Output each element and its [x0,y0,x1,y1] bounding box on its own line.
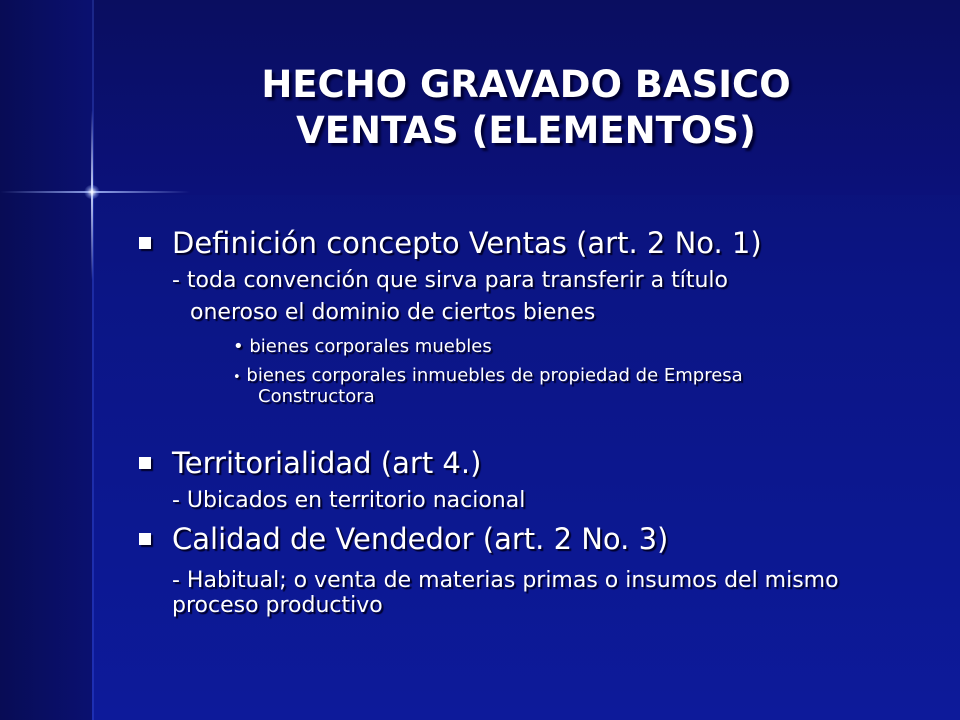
item-detail-line: oneroso el dominio de ciertos bienes [190,300,596,325]
item-detail-line: - Habitual; o venta de materias primas o insumos del mismo [172,568,839,593]
dot-bullet-icon: • [233,370,241,385]
sub-item [233,336,492,358]
square-bullet-icon [139,533,151,545]
slide-title [92,62,960,154]
item-detail-line: - toda convención que sirva para transferir a título [172,268,728,293]
dot-bullet-icon: • [233,336,244,357]
sub-item-text: bienes corporales inmuebles de propiedad de Empresa [246,365,743,386]
title-line-2: VENTAS (ELEMENTOS) [296,109,756,152]
item-detail-line: proceso productivo [172,593,383,618]
title-line-1: HECHO GRAVADO BASICO [261,63,791,106]
item-heading-territorialidad: Territorialidad (art 4.) [172,446,482,480]
item-detail-line: - Ubicados en territorio nacional [172,488,526,513]
left-band-decoration [0,0,92,720]
sparkle-star-icon [84,185,100,199]
item-heading-definicion: Definición concepto Ventas (art. 2 No. 1) [172,226,762,260]
square-bullet-icon [139,457,151,469]
sub-item-continuation: Constructora [258,386,375,407]
item-heading-calidad-vendedor: Calidad de Vendedor (art. 2 No. 3) [172,522,669,556]
sub-item-text: bienes corporales muebles [249,336,492,357]
square-bullet-icon [139,237,151,249]
